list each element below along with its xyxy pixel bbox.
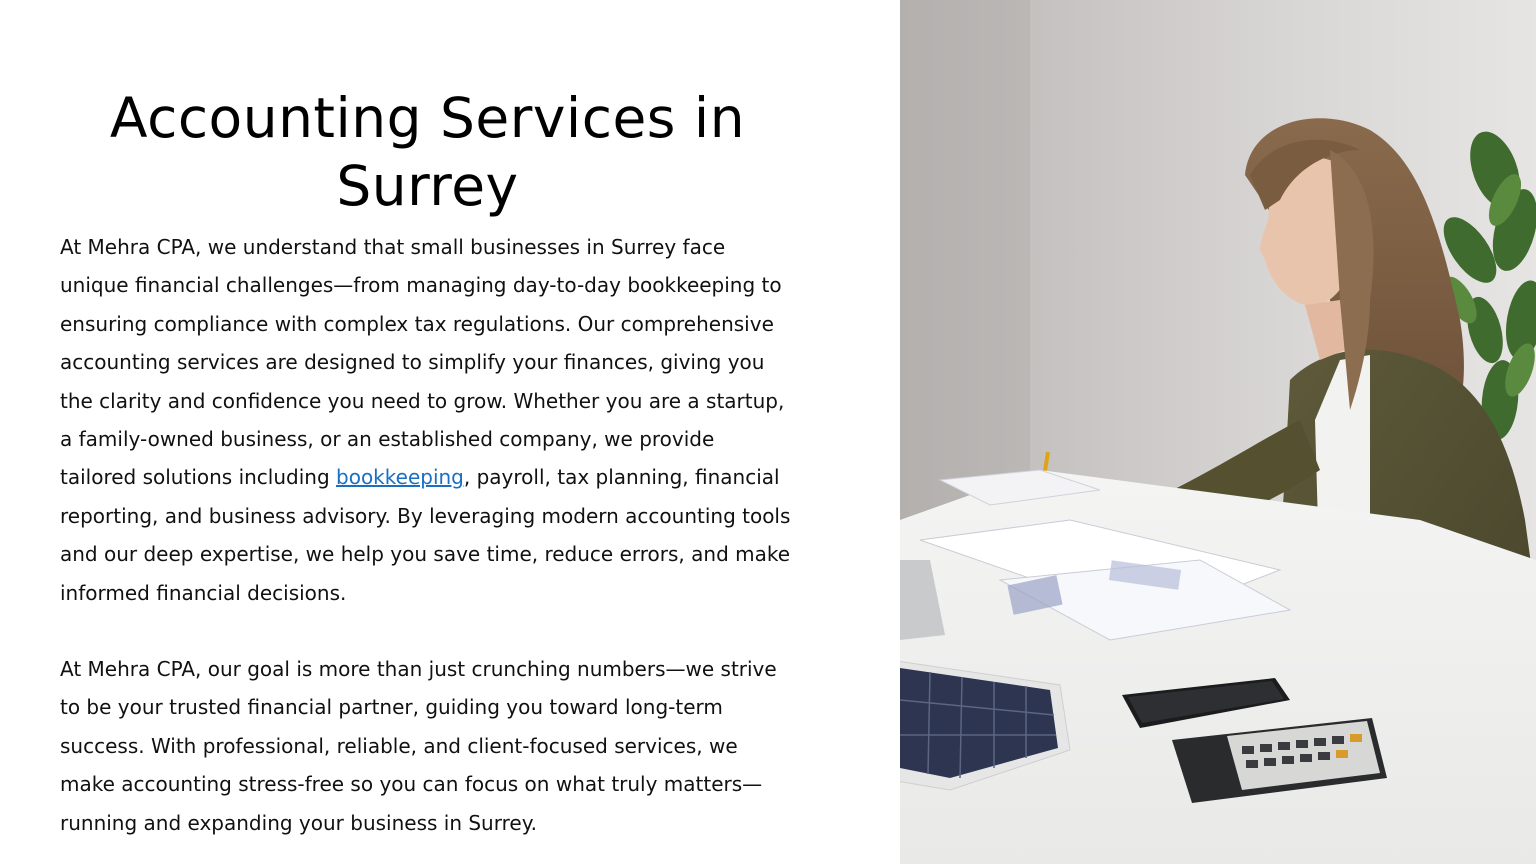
accountant-photo [900,0,1536,864]
intro-text-end: , payroll, tax planning, financial reporting, and business advisory. By leveraging modern accounting tools and our deep expertise, we help you save time, reduce errors, and make informed financial decisions. [60,465,791,605]
main-content [60,84,795,842]
page-title: Accounting Services in Surrey [109,86,746,218]
intro-text-start: At Mehra CPA, we understand that small businesses in Surrey face unique financial challenges—from managing day-to-day bookkeeping to ensuring compliance with complex tax regulations. Our comprehensive accounting services are designed to simplify your finances, giving you the clarity and confidence you need to grow. Whether you are a startup, a family-owned business, or an established company, we provide tailored solutions including [60,235,785,490]
intro-paragraph [60,228,795,612]
goal-paragraph: At Mehra CPA, our goal is more than just crunching numbers—we strive to be your trusted financial partner, guiding you toward long-term success. With professional, reliable, and client-focused services, we make accounting stress-free so you can focus on what truly matters—running and expanding your business in Surrey. [60,657,777,835]
bookkeeping-link[interactable]: bookkeeping [336,465,464,490]
